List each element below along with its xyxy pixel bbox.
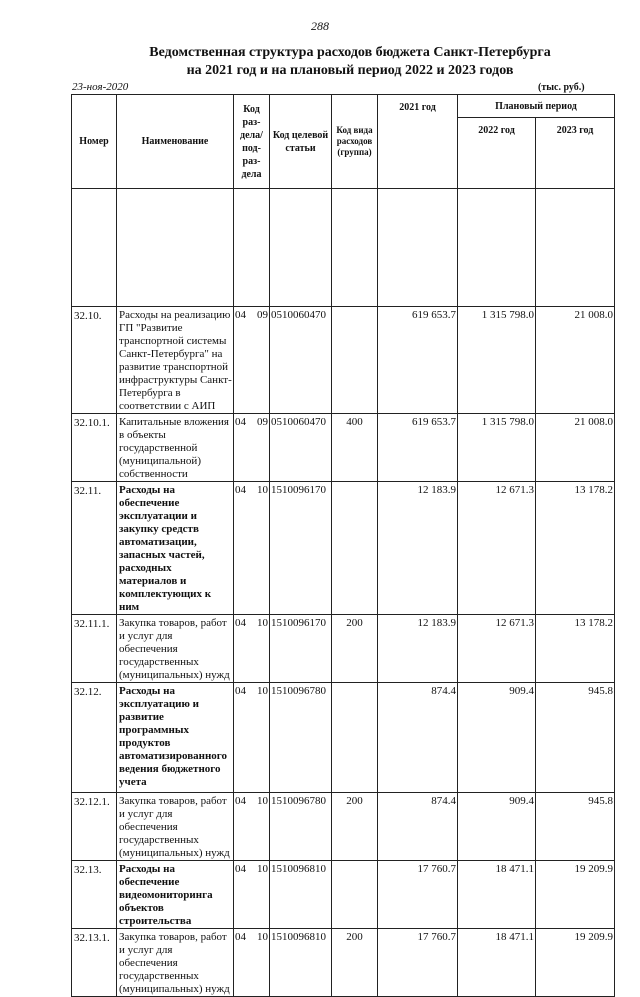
razdel-code: 04 <box>235 685 246 697</box>
row-amount-2022: 18 471.1 <box>458 929 536 997</box>
row-number: 32.12.1. <box>72 793 117 861</box>
table-row <box>72 683 615 793</box>
row-amount-2023: 945.8 <box>536 793 615 861</box>
header-2023: 2023 год <box>536 118 615 189</box>
row-number: 32.13. <box>72 861 117 929</box>
row-number: 32.10.1. <box>72 414 117 482</box>
title-line-2: на 2021 год и на плановый период 2022 и 2023 годов <box>186 63 514 78</box>
document-date: 23-ноя-2020 <box>72 81 129 93</box>
row-amount-2021: 12 183.9 <box>378 482 458 615</box>
row-amount-2021: 17 760.7 <box>378 929 458 997</box>
table-row <box>72 861 615 929</box>
razdel-code: 04 <box>235 795 246 807</box>
row-cs-code: 0510060470 <box>270 307 332 414</box>
podrazdel-code: 09 <box>257 309 268 321</box>
row-cs-code: 1510096810 <box>270 861 332 929</box>
row-name: Закупка товаров, работ и услуг для обеспечения государственных (муниципальных) нужд <box>117 793 234 861</box>
row-cs-code: 0510060470 <box>270 414 332 482</box>
title-line-1: Ведомственная структура расходов бюджета Санкт-Петербурга <box>149 45 551 60</box>
row-cs-code: 1510096780 <box>270 793 332 861</box>
row-razdel <box>234 929 270 997</box>
page-number: 288 <box>311 19 329 33</box>
razdel-code: 04 <box>235 484 246 496</box>
row-vr-code: 400 <box>332 414 378 482</box>
row-amount-2023: 945.8 <box>536 683 615 793</box>
razdel-code: 04 <box>235 416 246 428</box>
units-label: (тыс. руб.) <box>538 82 585 93</box>
podrazdel-code: 09 <box>257 416 268 428</box>
row-name: Расходы на реализацию ГП "Развитие транспортной системы Санкт-Петербурга" на развитие транспортной инфраструктуры Санкт-Петербурга в соответствии с АИП <box>117 307 234 414</box>
row-cs-code: 1510096780 <box>270 683 332 793</box>
row-cs-code: 1510096170 <box>270 615 332 683</box>
header-name: Наименование <box>117 95 234 189</box>
row-amount-2022: 1 315 798.0 <box>458 307 536 414</box>
row-amount-2023: 19 209.9 <box>536 861 615 929</box>
row-amount-2023: 13 178.2 <box>536 615 615 683</box>
razdel-code: 04 <box>235 863 246 875</box>
header-planned-period: Плановый период <box>458 95 615 118</box>
podrazdel-code: 10 <box>257 931 268 943</box>
row-razdel <box>234 683 270 793</box>
row-amount-2023: 13 178.2 <box>536 482 615 615</box>
header-spacer-row <box>72 189 615 307</box>
row-vr-code <box>332 683 378 793</box>
table-row <box>72 793 615 861</box>
row-cs-code: 1510096810 <box>270 929 332 997</box>
row-razdel <box>234 482 270 615</box>
row-amount-2023: 21 008.0 <box>536 414 615 482</box>
row-amount-2023: 21 008.0 <box>536 307 615 414</box>
row-vr-code: 200 <box>332 615 378 683</box>
row-name: Капитальные вложения в объекты государственной (муниципальной) собственности <box>117 414 234 482</box>
row-amount-2021: 874.4 <box>378 683 458 793</box>
row-amount-2022: 1 315 798.0 <box>458 414 536 482</box>
razdel-code: 04 <box>235 309 246 321</box>
row-amount-2021: 619 653.7 <box>378 414 458 482</box>
row-name: Закупка товаров, работ и услуг для обеспечения государственных (муниципальных) нужд <box>117 615 234 683</box>
row-number: 32.11. <box>72 482 117 615</box>
row-razdel <box>234 307 270 414</box>
podrazdel-code: 10 <box>257 617 268 629</box>
header-cs: Код целевой статьи <box>270 95 332 189</box>
document-title <box>60 44 640 80</box>
row-amount-2022: 12 671.3 <box>458 615 536 683</box>
row-name: Закупка товаров, работ и услуг для обеспечения государственных (муниципальных) нужд <box>117 929 234 997</box>
row-amount-2021: 619 653.7 <box>378 307 458 414</box>
row-amount-2023: 19 209.9 <box>536 929 615 997</box>
row-amount-2021: 874.4 <box>378 793 458 861</box>
header-2022: 2022 год <box>458 118 536 189</box>
table-row <box>72 615 615 683</box>
row-amount-2022: 909.4 <box>458 683 536 793</box>
podrazdel-code: 10 <box>257 795 268 807</box>
row-vr-code: 200 <box>332 929 378 997</box>
row-vr-code <box>332 307 378 414</box>
header-2021: 2021 год <box>378 95 458 189</box>
table-row <box>72 482 615 615</box>
row-razdel <box>234 861 270 929</box>
table-row <box>72 307 615 414</box>
row-number: 32.13.1. <box>72 929 117 997</box>
podrazdel-code: 10 <box>257 863 268 875</box>
podrazdel-code: 10 <box>257 685 268 697</box>
row-number: 32.11.1. <box>72 615 117 683</box>
row-number: 32.12. <box>72 683 117 793</box>
row-amount-2022: 18 471.1 <box>458 861 536 929</box>
row-name: Расходы на эксплуатацию и развитие программных продуктов автоматизированного ведения бюджетного учета <box>117 683 234 793</box>
row-vr-code <box>332 861 378 929</box>
row-razdel <box>234 793 270 861</box>
row-name: Расходы на обеспечение эксплуатации и закупку средств автоматизации, запасных частей, расходных материалов и комплектующих к ним <box>117 482 234 615</box>
row-amount-2021: 17 760.7 <box>378 861 458 929</box>
razdel-code: 04 <box>235 931 246 943</box>
row-razdel <box>234 414 270 482</box>
row-amount-2022: 12 671.3 <box>458 482 536 615</box>
razdel-code: 04 <box>235 617 246 629</box>
row-vr-code: 200 <box>332 793 378 861</box>
table-row <box>72 929 615 997</box>
header-vr: Код вида расходов (группа) <box>332 95 378 189</box>
row-cs-code: 1510096170 <box>270 482 332 615</box>
header-razdel: Код раз-дела/ под-раз-дела <box>234 95 270 189</box>
header-number: Номер <box>72 95 117 189</box>
row-razdel <box>234 615 270 683</box>
podrazdel-code: 10 <box>257 484 268 496</box>
row-name: Расходы на обеспечение видеомониторинга объектов строительства <box>117 861 234 929</box>
row-number: 32.10. <box>72 307 117 414</box>
row-vr-code <box>332 482 378 615</box>
budget-table <box>71 94 615 997</box>
row-amount-2022: 909.4 <box>458 793 536 861</box>
table-row <box>72 414 615 482</box>
row-amount-2021: 12 183.9 <box>378 615 458 683</box>
